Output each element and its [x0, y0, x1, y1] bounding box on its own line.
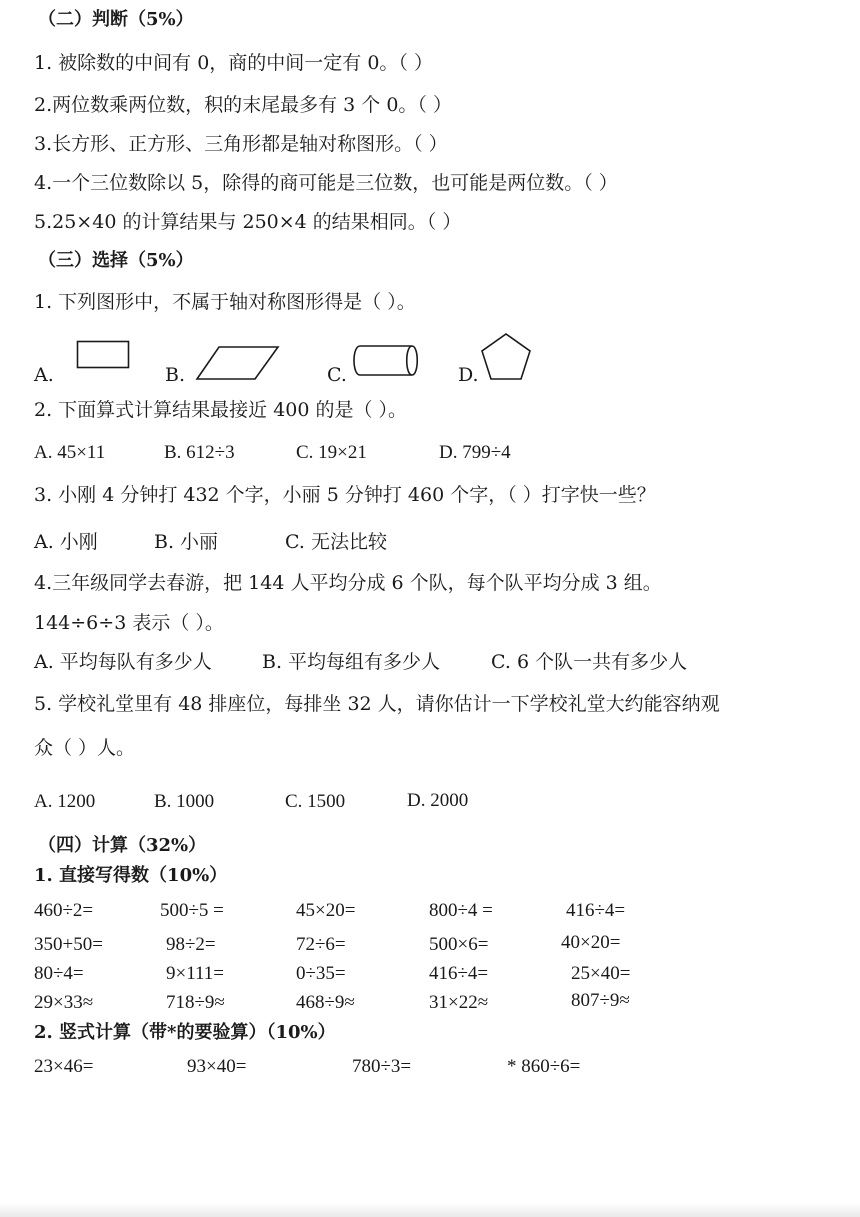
oral-calc-item: 25×40=	[571, 963, 631, 984]
choice-q5-stem-continued: 众（ ）人。	[34, 737, 136, 759]
judgement-item-2: 2.两位数乘两位数，积的末尾最多有 3 个 0。（ ）	[34, 94, 452, 116]
pentagon-icon	[480, 332, 532, 382]
vertical-calc-subtitle: 2. 竖式计算（带*的要验算）（10%）	[34, 1022, 336, 1043]
oral-calc-item: 718÷9≈	[166, 992, 225, 1013]
choice-q2-option-a: A. 45×11	[34, 442, 106, 463]
oral-calc-item: 40×20=	[561, 932, 621, 953]
choice-q4-option-c: C. 6 个队一共有多少人	[491, 651, 688, 673]
oral-calc-item: 416÷4=	[429, 963, 489, 984]
oral-calc-item: 9×111=	[166, 963, 225, 984]
choice-q1-option-c-label: C.	[327, 364, 347, 386]
choice-q2-option-c: C. 19×21	[296, 442, 367, 463]
choice-q3-option-c: C. 无法比较	[285, 531, 387, 553]
oral-calc-item: 45×20=	[296, 900, 356, 921]
choice-q5-option-d: D. 2000	[407, 790, 469, 811]
choice-q2-option-b: B. 612÷3	[164, 442, 235, 463]
vertical-calc-item: * 860÷6=	[507, 1056, 581, 1077]
choice-q5-option-a: A. 1200	[34, 791, 96, 812]
vertical-calc-item: 93×40=	[187, 1056, 247, 1077]
oral-calc-item: 31×22≈	[429, 992, 489, 1013]
oral-calc-item: 460÷2=	[34, 900, 94, 921]
choice-q4-expression: 144÷6÷3 表示（ ）。	[34, 612, 224, 634]
oral-calc-item: 350+50=	[34, 934, 103, 955]
judgement-item-3: 3.长方形、正方形、三角形都是轴对称图形。（ ）	[34, 133, 448, 155]
choice-q4-option-b: B. 平均每组有多少人	[262, 651, 441, 673]
oral-calc-item: 98÷2=	[166, 934, 216, 955]
choice-q2-stem: 2. 下面算式计算结果最接近 400 的是（ ）。	[34, 399, 408, 421]
choice-q1-option-a-label: A.	[34, 364, 54, 386]
choice-q5-stem: 5. 学校礼堂里有 48 排座位，每排坐 32 人，请你估计一下学校礼堂大约能容纳观	[34, 693, 720, 715]
vertical-calc-item: 23×46=	[34, 1056, 94, 1077]
oral-calc-item: 29×33≈	[34, 992, 94, 1013]
cylinder-icon	[350, 344, 420, 378]
oral-calc-item: 416÷4=	[566, 900, 626, 921]
oral-calc-item: 0÷35=	[296, 963, 346, 984]
oral-calc-item: 807÷9≈	[571, 990, 630, 1011]
section-judgement-title: （二）判断（5%）	[38, 9, 194, 30]
page-bottom-edge	[0, 1203, 860, 1217]
oral-calc-item: 500×6=	[429, 934, 489, 955]
choice-q1-stem: 1. 下列图形中，不属于轴对称图形得是（ ）。	[34, 291, 416, 313]
choice-q5-option-b: B. 1000	[154, 791, 215, 812]
choice-q3-stem: 3. 小刚 4 分钟打 432 个字，小丽 5 分钟打 460 个字，（ ）打字快一些？	[34, 484, 656, 506]
judgement-item-5: 5.25×40 的计算结果与 250×4 的结果相同。（ ）	[34, 211, 462, 233]
judgement-item-4: 4.一个三位数除以 5，除得的商可能是三位数，也可能是两位数。（ ）	[34, 172, 618, 194]
rectangle-icon	[76, 340, 130, 370]
choice-q4-option-a: A. 平均每队有多少人	[34, 651, 212, 673]
choice-q1-option-d-label: D.	[458, 364, 479, 386]
section-calculation-title: （四）计算（32%）	[38, 835, 207, 856]
choice-q3-option-a: A. 小刚	[34, 531, 98, 553]
oral-calc-item: 800÷4 =	[429, 900, 493, 921]
choice-q2-option-d: D. 799÷4	[439, 442, 511, 463]
choice-q3-option-b: B. 小丽	[154, 531, 219, 553]
oral-calc-item: 500÷5 =	[160, 900, 224, 921]
choice-q1-option-b-label: B.	[165, 364, 186, 386]
parallelogram-icon	[195, 345, 280, 381]
section-choice-title: （三）选择（5%）	[38, 250, 194, 271]
oral-calc-item: 80÷4=	[34, 963, 84, 984]
oral-calc-item: 72÷6=	[296, 934, 346, 955]
choice-q5-option-c: C. 1500	[285, 791, 346, 812]
oral-calc-subtitle: 1. 直接写得数（10%）	[34, 865, 228, 886]
judgement-item-1: 1. 被除数的中间有 0，商的中间一定有 0。（ ）	[34, 52, 433, 74]
choice-q4-stem: 4.三年级同学去春游，把 144 人平均分成 6 个队，每个队平均分成 3 组。	[34, 572, 662, 594]
vertical-calc-item: 780÷3=	[352, 1056, 412, 1077]
oral-calc-item: 468÷9≈	[296, 992, 355, 1013]
